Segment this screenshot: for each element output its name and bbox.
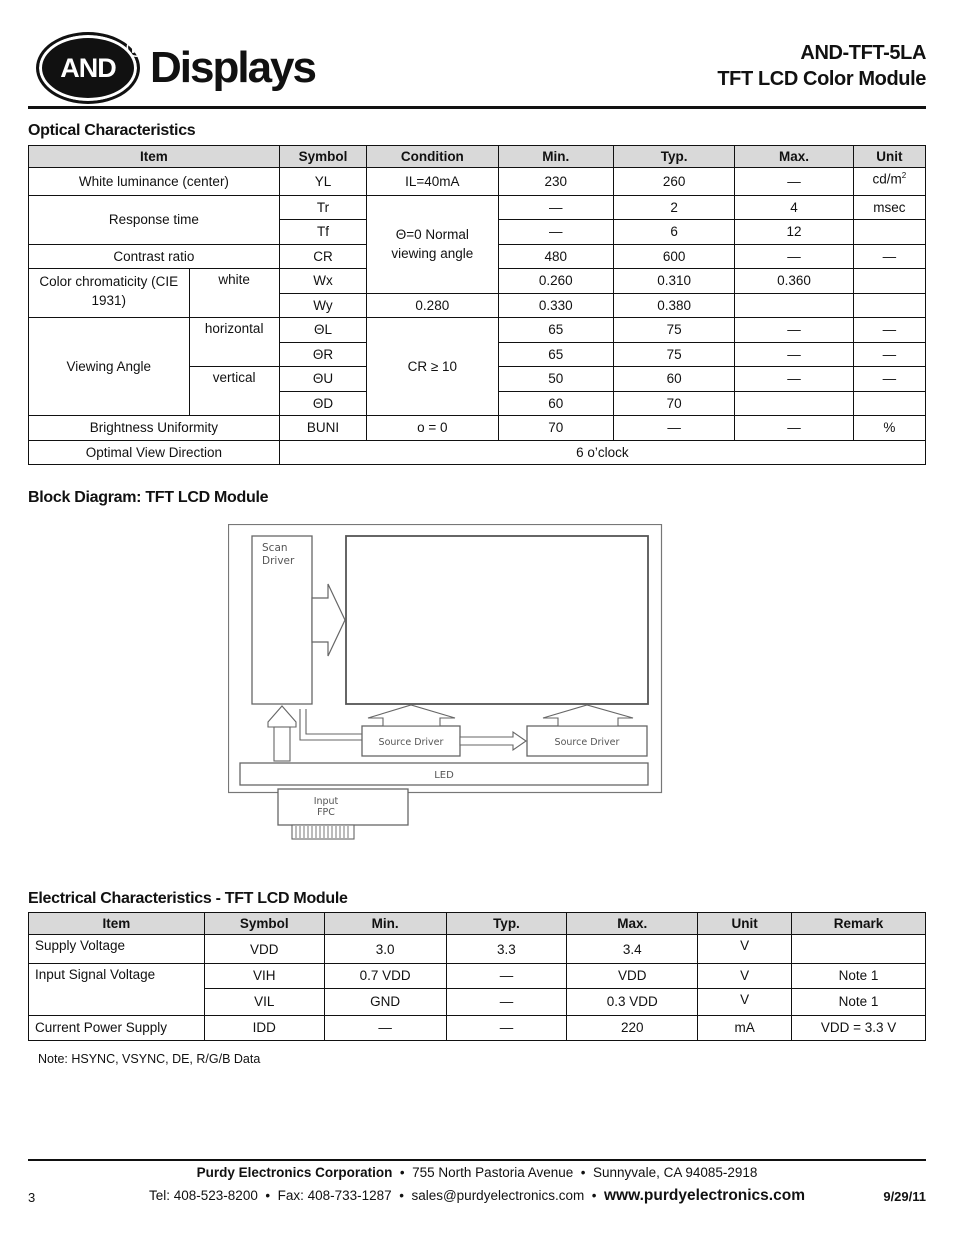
scan-feed-line [300,709,362,740]
col-header: Min. [498,146,613,168]
cell: — [853,342,925,367]
cell: Wy [279,293,366,318]
cell: Tr [279,195,366,220]
cell [853,391,925,416]
scan-driver-label: Driver [262,555,295,567]
fpc-connector [292,825,354,839]
source-link-arrow [460,732,526,750]
cell: IDD [204,1016,324,1041]
cell: VDD [567,964,698,989]
footer-contact-line [0,1187,954,1205]
cell: — [853,244,925,269]
cell: — [735,367,853,392]
cell: BUNI [279,416,366,441]
cell: — [498,220,613,245]
scan-input-arrow [268,706,296,727]
cell: ΘL [279,318,366,343]
cell: 3.4 [567,935,698,964]
cell: — [613,416,734,441]
cell: Optimal View Direction [29,440,280,465]
street-address: 755 North Pastoria Avenue [412,1165,574,1180]
cell: 260 [613,168,734,196]
source-driver-label-1: Source Driver [378,737,444,748]
cell: 2 [613,195,734,220]
revision-date: 9/29/11 [883,1189,926,1204]
cell: 60 [613,367,734,392]
cell: IL=40mA [367,168,498,196]
cell: % [853,416,925,441]
cell: — [853,367,925,392]
scan-to-panel-arrow [312,584,345,656]
optical-section-title: Optical Characteristics [28,122,196,139]
cell: — [446,964,567,989]
cell: Tf [279,220,366,245]
cell: 65 [498,318,613,343]
cell: 0.3 VDD [567,988,698,1016]
cell: VIL [204,988,324,1016]
condition-cell [367,195,498,293]
cell: 220 [567,1016,698,1041]
col-header: Unit [698,913,792,935]
table-row [29,168,926,196]
electrical-section-title: Electrical Characteristics - TFT LCD Module [28,890,348,907]
cell: — [446,988,567,1016]
chroma-item-text: Color chromaticity (CIE 1931) [39,274,179,308]
col-header: Item [29,146,280,168]
cell: 75 [613,342,734,367]
source1-up-arrow [368,705,455,726]
cell: mA [698,1016,792,1041]
cell: Current Power Supply [29,1016,205,1041]
cell: ΘU [279,367,366,392]
optical-table [28,145,926,465]
email-link[interactable]: sales@purdyelectronics.com [411,1188,585,1203]
cell: 50 [498,367,613,392]
col-header: Remark [792,913,926,935]
cell: — [498,195,613,220]
cell: GND [324,988,446,1016]
cell: o = 0 [367,416,498,441]
table-row [29,935,926,964]
cell: vertical [189,367,279,416]
col-header: Typ. [446,913,567,935]
cell: — [735,416,853,441]
cell: CR [279,244,366,269]
and-displays-logo [36,32,315,104]
website-link[interactable]: www.purdyelectronics.com [604,1187,805,1204]
col-header: Symbol [279,146,366,168]
scan-input-stem [274,727,290,761]
table-row [29,416,926,441]
cell [853,269,925,294]
model-number: AND-TFT-5LA [800,42,926,64]
cell: — [735,244,853,269]
bullet: • [399,1188,404,1203]
cell: Wx [279,269,366,294]
footer-address-line [0,1165,954,1180]
bullet: • [591,1188,597,1203]
document-title [717,40,926,92]
cell: ΘR [279,342,366,367]
lcd-panel [346,536,648,704]
cell: Contrast ratio [29,244,280,269]
fpc-label: FPC [317,807,335,818]
cell: — [324,1016,446,1041]
col-header: Typ. [613,146,734,168]
cell: Viewing Angle [29,318,190,416]
unit-cell [853,168,925,196]
cell: 75 [613,318,734,343]
unit-superscript: 2 [901,171,907,180]
cell: 0.280 [367,293,498,318]
cell [853,220,925,245]
cell: msec [853,195,925,220]
page-number: 3 [28,1190,36,1205]
cell: Response time [29,195,280,244]
cell: VDD [204,935,324,964]
input-fpc [278,789,408,825]
led-label: LED [434,770,454,781]
table-row [29,318,926,343]
cell: White luminance (center) [29,168,280,196]
cell: white [189,269,279,318]
scan-driver-label: Scan [262,542,288,554]
bullet: • [265,1188,271,1203]
table-header-row [29,913,926,935]
chroma-item-cell [29,269,190,318]
cell [792,935,926,964]
fax: Fax: 408-733-1287 [277,1188,392,1203]
cell [735,391,853,416]
and-logo-oval [36,32,145,104]
fpc-label: Input [313,796,339,807]
cell: V [698,935,792,964]
col-header: Max. [567,913,698,935]
unit-text: cd/m [872,171,902,187]
cell: Supply Voltage [29,935,205,964]
col-header: Unit [853,146,925,168]
table-header-row [29,146,926,168]
company-name: Purdy Electronics Corporation [196,1165,393,1180]
table-row [29,964,926,989]
col-header: Min. [324,913,446,935]
cell: 0.330 [498,293,613,318]
cell: — [735,342,853,367]
cell: 3.0 [324,935,446,964]
cell: 0.380 [613,293,734,318]
cell: — [735,318,853,343]
cell: 4 [735,195,853,220]
condition-text: Θ=0 Normal viewing angle [391,227,474,261]
cell: V [698,964,792,989]
cell: horizontal [189,318,279,367]
cell: — [735,168,853,196]
col-header: Symbol [204,913,324,935]
scan-feed-line-2 [306,709,362,734]
cell: — [853,318,925,343]
cell: CR ≥ 10 [367,318,498,416]
table-row [29,440,926,465]
source2-up-arrow [543,705,633,726]
cell: 0.7 VDD [324,964,446,989]
cell: VIH [204,964,324,989]
cell: 0.310 [613,269,734,294]
cell: Input Signal Voltage [29,964,205,1016]
telephone: Tel: 408-523-8200 [149,1188,258,1203]
registered-mark: ® [126,33,145,63]
cell: 12 [735,220,853,245]
electrical-table [28,912,926,1041]
logo-word: Displays [150,43,315,92]
cell: Note 1 [792,964,926,989]
cell: 480 [498,244,613,269]
city-address: Sunnyvale, CA 94085-2918 [593,1165,758,1180]
cell: V [698,988,792,1016]
cell: 230 [498,168,613,196]
cell: 3.3 [446,935,567,964]
header-rule [28,106,926,109]
table-row [29,1016,926,1041]
cell: Brightness Uniformity [29,416,280,441]
cell: — [446,1016,567,1041]
block-diagram-title: Block Diagram: TFT LCD Module [28,489,269,506]
cell: 70 [498,416,613,441]
cell: 70 [613,391,734,416]
col-header: Condition [367,146,498,168]
cell: 600 [613,244,734,269]
col-header: Item [29,913,205,935]
cell [735,293,853,318]
product-subtitle: TFT LCD Color Module [717,68,926,90]
cell: 6 [613,220,734,245]
block-diagram [228,524,664,846]
col-header: Max. [735,146,853,168]
cell: Note 1 [792,988,926,1016]
cell: 0.360 [735,269,853,294]
bullet: • [580,1165,586,1180]
table-row [29,195,926,220]
cell: VDD = 3.3 V [792,1016,926,1041]
logo-mark: AND [60,52,116,83]
cell: 0.260 [498,269,613,294]
source-driver-label-2: Source Driver [554,737,620,748]
bullet: • [399,1165,405,1180]
cell: 6 o’clock [279,440,925,465]
signal-note: Note: HSYNC, VSYNC, DE, R/G/B Data [38,1052,261,1066]
cell: ΘD [279,391,366,416]
cell: 60 [498,391,613,416]
cell: 65 [498,342,613,367]
cell: YL [279,168,366,196]
footer-rule [28,1159,926,1161]
